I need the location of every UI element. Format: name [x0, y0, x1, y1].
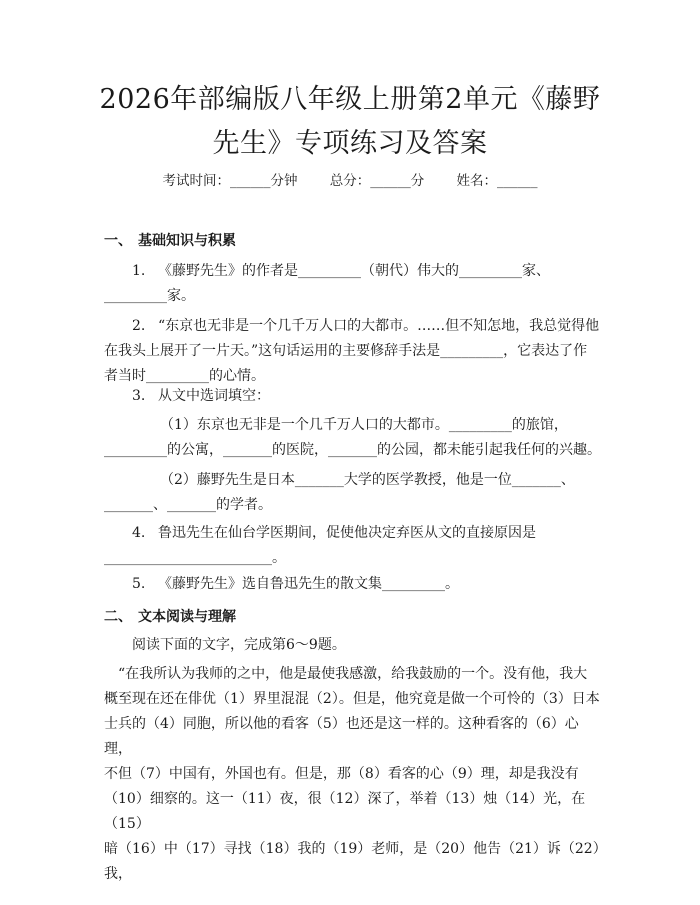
passage-line: 士兵的（4）同胞，所以他的看客（5）也还是这一样的。这种看客的（6）心理，	[104, 716, 579, 757]
passage-line: “在我所认为我师的之中，他是最使我感激，给我鼓励的一个。没有他，我大	[118, 666, 588, 682]
question-5	[104, 572, 604, 597]
section-number: 二、	[104, 609, 132, 625]
exam-score: 总分：______分	[329, 173, 425, 189]
question-2	[104, 314, 604, 389]
question-text-cont: 者当时_________的心情。	[104, 368, 265, 384]
question-number: 5.	[132, 576, 146, 592]
question-3-part-1	[104, 413, 604, 463]
question-number: 1.	[132, 263, 146, 279]
question-text-cont: ________________________。	[104, 550, 286, 566]
section-heading-1	[104, 230, 236, 250]
question-1	[104, 259, 604, 309]
question-text-cont: _______、_______的学者。	[104, 497, 272, 513]
question-text-cont: 在我头上展开了一片天。”这句话运用的主要修辞手法是_________，它表达了作	[104, 343, 588, 359]
question-text: 《藤野先生》选自鲁迅先生的散文集_________。	[158, 576, 459, 592]
section-heading-2	[104, 606, 236, 626]
section-label: 基础知识与积累	[138, 233, 236, 249]
passage-line: 不但（7）中国有，外国也有。但是，那（8）看客的心（9）理，却是我没有	[104, 766, 579, 782]
question-number: 3.	[132, 388, 146, 404]
question-3	[104, 384, 604, 409]
section-label: 文本阅读与理解	[138, 609, 236, 625]
reading-instruction	[104, 633, 604, 658]
page-title: 2026年部编版八年级上册第2单元《藤野先生》专项练习及答案	[99, 84, 601, 159]
question-text-cont: _________的公寓，_______的医院，_______的公园，都未能引起我任何的兴趣。	[104, 442, 601, 458]
question-text: 《藤野先生》的作者是_________（朝代）伟大的_________家、	[158, 263, 550, 279]
question-text-cont: _________家。	[104, 288, 195, 304]
reading-passage	[104, 662, 604, 887]
passage-line: （10）细察的。这一（11）夜，很（12）深了，举着（13）烛（14）光，在（15）	[104, 791, 586, 832]
question-text: “东京也无非是一个几千万人口的大都市。……但不知怎地，我总觉得他	[158, 318, 600, 334]
exam-meta	[0, 169, 700, 189]
exam-name: 姓名：______	[456, 173, 538, 189]
question-4	[104, 521, 604, 571]
question-3-part-2	[104, 468, 604, 518]
passage-line: 概至现在还在俳优（1）界里混混（2）。但是，他究竟是做一个可怜的（3）日本	[104, 691, 600, 707]
question-text: （1）东京也无非是一个几千万人口的大都市。_________的旅馆，	[160, 417, 568, 433]
instruction-text: 阅读下面的文字，完成第6～9题。	[132, 637, 346, 653]
section-number: 一、	[104, 233, 132, 249]
passage-line: 暗（16）中（17）寻找（18）我的（19）老师，是（20）他告（21）诉（22）我，	[104, 841, 600, 882]
question-text: 鲁迅先生在仙台学医期间，促使他决定弃医从文的直接原因是	[158, 525, 536, 541]
exam-time: 考试时间：______分钟	[162, 173, 298, 189]
question-text: （2）藤野先生是日本_______大学的医学教授，他是一位_______、	[160, 472, 575, 488]
question-number: 2.	[132, 318, 146, 334]
question-number: 4.	[132, 525, 146, 541]
question-text: 从文中选词填空：	[158, 388, 270, 404]
